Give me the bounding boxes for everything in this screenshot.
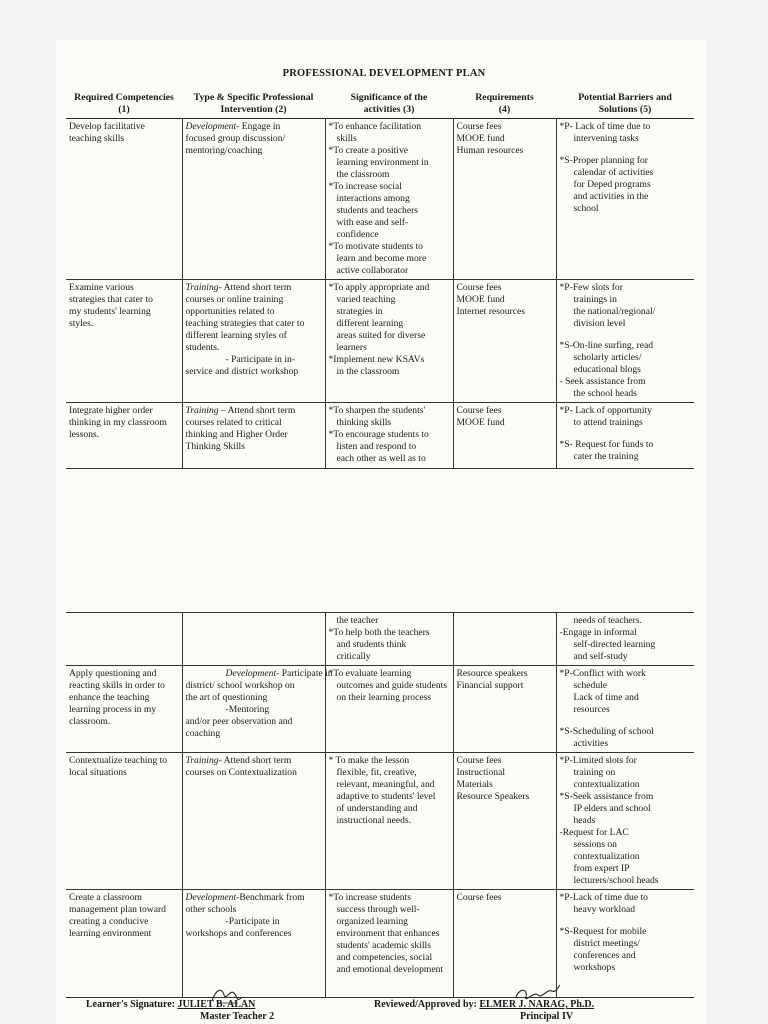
cell-line: mentoring/coaching: [185, 145, 263, 156]
cell-line: varied teaching: [336, 294, 396, 305]
cell-line: listen and respond to: [336, 441, 417, 452]
cell-line: confidence: [336, 229, 379, 240]
cell-line: -Mentoring: [225, 704, 270, 715]
table-row: [66, 890, 694, 998]
table-cell-col1: [66, 280, 182, 403]
table-cell-col2: [182, 753, 325, 890]
intervention-type: Training: [185, 405, 219, 416]
intervention-type: Development: [185, 892, 237, 903]
cell-line: students and teachers: [336, 205, 419, 216]
cell-line: Develop facilitative: [69, 121, 145, 132]
plan-body-top: [66, 119, 694, 469]
cell-line: *P-Conflict with work: [559, 668, 646, 679]
cell-line: *To encourage students to: [328, 429, 429, 440]
cell-line: district/ school workshop on: [185, 680, 295, 691]
cell-line: *S-Proper planning for: [559, 155, 648, 166]
cell-line: *To sharpen the students': [328, 405, 426, 416]
header-requirements: Requirements (4): [453, 90, 556, 119]
cell-line: self-directed learning: [573, 639, 656, 650]
cell-line: active collaborator: [336, 265, 409, 276]
table-row: [66, 666, 694, 753]
cell-line: instructional needs.: [336, 815, 412, 826]
cell-line: division level: [573, 318, 626, 329]
cell-line: *To increase students: [328, 892, 411, 903]
cell-line: service and district workshop: [185, 366, 299, 377]
cell-line: relevant, meaningful, and: [336, 779, 435, 790]
cell-line: the teacher: [336, 615, 379, 626]
cell-line: contextualization: [573, 851, 640, 862]
cell-line: Financial support: [456, 680, 524, 691]
table-cell-col5: [556, 403, 694, 469]
cell-line: workshops and conferences: [185, 928, 292, 939]
table-cell-col3: [325, 890, 453, 998]
table-header-row: [66, 90, 694, 119]
cell-line: from expert IP: [573, 863, 630, 874]
cell-line: opportunities related to: [185, 306, 275, 317]
table-row: [66, 613, 694, 666]
cell-line: interactions among: [336, 193, 410, 204]
cell-line: students.: [185, 342, 220, 353]
table-cell-col5: [556, 753, 694, 890]
table-cell-col2: [182, 280, 325, 403]
cell-line: *To apply appropriate and: [328, 282, 430, 293]
header-significance: Significance of the activities (3): [325, 90, 453, 119]
learner-signature-block: [86, 999, 255, 1010]
cell-line: and competencies, social: [336, 952, 433, 963]
table-cell-col4: [453, 753, 556, 890]
cell-line: contextualization: [573, 779, 640, 790]
cell-line: MOOE fund: [456, 133, 505, 144]
cell-line: schedule: [573, 680, 608, 691]
cell-line: management plan toward: [69, 904, 166, 915]
cell-line: *To increase social: [328, 181, 402, 192]
cell-line: Human resources: [456, 145, 524, 156]
table-cell-col4: [453, 890, 556, 998]
cell-line: workshops: [573, 962, 616, 973]
cell-line: Course fees: [456, 121, 502, 132]
table-cell-col1: [66, 753, 182, 890]
cell-line: the school heads: [573, 388, 637, 399]
line-spacer: [560, 429, 692, 439]
cell-line: training on: [573, 767, 616, 778]
cell-line: *S-Scheduling of school: [559, 726, 654, 737]
line-spacer: [560, 716, 692, 726]
cell-line: district meetings/: [573, 938, 640, 949]
reviewer-title: Principal IV: [520, 1011, 574, 1022]
table-cell-col4: [453, 613, 556, 666]
intervention-text: -Benchmark from: [236, 892, 305, 903]
table-cell-col4: [453, 119, 556, 280]
cell-line: with ease and self-: [336, 217, 409, 228]
cell-line: the art of questioning: [185, 692, 268, 703]
learner-title: Master Teacher 2: [200, 1011, 275, 1022]
cell-line: coaching: [185, 728, 221, 739]
table-row: [66, 280, 694, 403]
cell-line: styles.: [69, 318, 94, 329]
cell-line: Materials: [456, 779, 493, 790]
learner-name: JULIET B. ALAN: [177, 999, 256, 1010]
cell-line: to attend trainings: [573, 417, 643, 428]
cell-line: resources: [573, 704, 610, 715]
table-row: [66, 119, 694, 280]
header-competencies: Required Competencies (1): [66, 90, 182, 119]
cell-line: Integrate higher order: [69, 405, 153, 416]
table-cell-col3: [325, 613, 453, 666]
cell-line: and students think: [336, 639, 407, 650]
cell-line: sessions on: [573, 839, 617, 850]
intervention-type: Development: [185, 121, 237, 132]
cell-line: *S-Seek assistance from: [559, 791, 654, 802]
table-cell-col1: [66, 666, 182, 753]
cell-line: critically: [336, 651, 371, 662]
cell-line: Create a classroom: [69, 892, 142, 903]
cell-line: school: [573, 203, 599, 214]
table-cell-col4: [453, 403, 556, 469]
cell-line: MOOE fund: [456, 294, 505, 305]
cell-line: *S- Request for funds to: [559, 439, 654, 450]
intervention-text: – Attend short term: [218, 405, 296, 416]
cell-line: each other as well as to: [336, 453, 426, 464]
table-row: [66, 753, 694, 890]
cell-line: on their learning process: [336, 692, 432, 703]
table-row: [66, 403, 694, 469]
cell-line: - Seek assistance from: [559, 376, 646, 387]
header-intervention: Type & Specific Professional Intervention (2): [182, 90, 325, 119]
table-cell-col5: [556, 119, 694, 280]
cell-line: IP elders and school: [573, 803, 651, 814]
cell-line: -Participate in: [225, 916, 280, 927]
cell-line: Course fees: [456, 892, 502, 903]
table-cell-col1: [66, 890, 182, 998]
intervention-text: - Attend short term: [218, 282, 292, 293]
cell-line: environment that enhances: [336, 928, 440, 939]
plan-table-top: [66, 90, 694, 469]
cell-line: lecturers/school heads: [573, 875, 659, 886]
cell-line: in the classroom: [336, 366, 400, 377]
cell-line: Course fees: [456, 282, 502, 293]
line-spacer: [560, 330, 692, 340]
cell-line: *To motivate students to: [328, 241, 423, 252]
table-cell-col4: [453, 666, 556, 753]
table-cell-col1: [66, 119, 182, 280]
reviewer-label: Reviewed/Approved by:: [374, 999, 477, 1010]
cell-line: areas suited for diverse: [336, 330, 426, 341]
table-cell-col1: [66, 613, 182, 666]
cell-line: reacting skills in order to: [69, 680, 165, 691]
cell-line: courses or online training: [185, 294, 284, 305]
cell-line: [186, 282, 322, 294]
intervention-type: Training: [185, 282, 219, 293]
cell-line: Examine various: [69, 282, 134, 293]
cell-line: *To evaluate learning: [328, 668, 412, 679]
cell-line: educational blogs: [573, 364, 641, 375]
cell-line: Course fees: [456, 755, 502, 766]
cell-line: learning environment: [69, 928, 152, 939]
document-title: PROFESSIONAL DEVELOPMENT PLAN: [282, 68, 486, 79]
cell-line: and emotional development: [336, 964, 444, 975]
cell-line: different learning styles of: [185, 330, 287, 341]
cell-line: *S-Request for mobile: [559, 926, 647, 937]
table-cell-col3: [325, 753, 453, 890]
cell-line: Internet resources: [456, 306, 525, 317]
cell-line: the national/regional/: [573, 306, 656, 317]
cell-line: Instructional: [456, 767, 505, 778]
cell-line: enhance the teaching: [69, 692, 150, 703]
cell-line: Contextualize teaching to: [69, 755, 168, 766]
cell-line: courses on Contextualization: [185, 767, 297, 778]
cell-line: *P-Lack of time due to: [559, 892, 648, 903]
cell-line: Resource Speakers: [456, 791, 530, 802]
cell-line: * To make the lesson: [328, 755, 410, 766]
cell-line: for Deped programs: [573, 179, 651, 190]
cell-line: [186, 121, 322, 133]
cell-line: outcomes and guide students: [336, 680, 448, 691]
cell-line: teaching skills: [69, 133, 125, 144]
plan-table-bottom: [66, 612, 694, 998]
cell-line: -Engage in informal: [559, 627, 637, 638]
cell-line: creating a conducive: [69, 916, 149, 927]
cell-line: learning process in my: [69, 704, 157, 715]
cell-line: local situations: [69, 767, 127, 778]
cell-line: heads: [573, 815, 596, 826]
cell-line: learn and become more: [336, 253, 427, 264]
cell-line: - Participate in in-: [225, 354, 296, 365]
cell-line: strategies in: [336, 306, 383, 317]
table-cell-col5: [556, 280, 694, 403]
intervention-text: - Engage in: [236, 121, 281, 132]
cell-line: and/or peer observation and: [185, 716, 293, 727]
cell-line: Course fees: [456, 405, 502, 416]
cell-line: Apply questioning and: [69, 668, 157, 679]
cell-line: thinking skills: [336, 417, 392, 428]
cell-line: intervening tasks: [573, 133, 639, 144]
cell-line: trainings in: [573, 294, 617, 305]
cell-line: different learning: [336, 318, 404, 329]
cell-line: the classroom: [336, 169, 390, 180]
reviewer-signature-block: [374, 999, 594, 1010]
table-cell-col2: [182, 613, 325, 666]
cell-line: teaching strategies that cater to: [185, 318, 305, 329]
cell-line: *To help both the teachers: [328, 627, 430, 638]
intervention-type: Training: [185, 755, 219, 766]
cell-line: other schools: [185, 904, 237, 915]
cell-line: *Implement new KSAVs: [328, 354, 425, 365]
cell-line: *To enhance facilitation: [328, 121, 422, 132]
intervention-text: - Participate in: [276, 668, 333, 679]
cell-line: thinking and Higher Order: [185, 429, 288, 440]
table-cell-col2: [182, 403, 325, 469]
cell-line: calendar of activities: [573, 167, 654, 178]
cell-line: courses related to critical: [185, 417, 282, 428]
intervention-text: - Attend short term: [218, 755, 292, 766]
line-spacer: [560, 145, 692, 155]
table-cell-col3: [325, 666, 453, 753]
cell-line: *P- Lack of time due to: [559, 121, 651, 132]
table-cell-col3: [325, 119, 453, 280]
cell-line: organized learning: [336, 916, 408, 927]
cell-line: students' academic skills: [336, 940, 431, 951]
cell-line: *P-Few slots for: [559, 282, 623, 293]
cell-line: success through well-: [336, 904, 420, 915]
intervention-type: Development: [225, 668, 277, 679]
cell-line: Resource speakers: [456, 668, 528, 679]
cell-line: conferences and: [573, 950, 636, 961]
table-cell-col5: [556, 890, 694, 998]
cell-line: cater the training: [573, 451, 639, 462]
table-cell-col4: [453, 280, 556, 403]
cell-line: scholarly articles/: [573, 352, 642, 363]
cell-line: [186, 668, 333, 680]
cell-line: *P-Limited slots for: [559, 755, 637, 766]
cell-line: of understanding and: [336, 803, 418, 814]
cell-line: classroom.: [69, 716, 111, 727]
header-barriers: Potential Barriers and Solutions (5): [556, 90, 694, 119]
plan-body-bottom: [66, 613, 694, 998]
reviewer-name: ELMER J. NARAG, Ph.D.: [479, 999, 595, 1010]
cell-line: adaptive to students' level: [336, 791, 436, 802]
cell-line: and activities in the: [573, 191, 649, 202]
line-spacer: [560, 916, 692, 926]
cell-line: learners: [336, 342, 367, 353]
cell-line: skills: [336, 133, 357, 144]
cell-line: [186, 755, 322, 767]
cell-line: *S-On-line surfing, read: [559, 340, 654, 351]
cell-line: focused group discussion/: [185, 133, 286, 144]
table-cell-col3: [325, 403, 453, 469]
table-cell-col3: [325, 280, 453, 403]
cell-line: MOOE fund: [456, 417, 505, 428]
cell-line: *To create a positive: [328, 145, 409, 156]
table-cell-col2: [182, 119, 325, 280]
cell-line: [186, 892, 322, 904]
table-cell-col2: [182, 890, 325, 998]
cell-line: Lack of time and: [573, 692, 639, 703]
cell-line: strategies that cater to: [69, 294, 153, 305]
cell-line: and self-study: [573, 651, 628, 662]
cell-line: *P- Lack of opportunity: [559, 405, 652, 416]
cell-line: my students' learning: [69, 306, 151, 317]
cell-line: -Request for LAC: [559, 827, 629, 838]
table-cell-col5: [556, 613, 694, 666]
cell-line: thinking in my classroom: [69, 417, 167, 428]
table-cell-col1: [66, 403, 182, 469]
cell-line: activities: [573, 738, 609, 749]
cell-line: lessons.: [69, 429, 100, 440]
learner-signature-label: Learner's Signature:: [86, 999, 175, 1010]
cell-line: needs of teachers.: [573, 615, 642, 626]
cell-line: learning environment in: [336, 157, 429, 168]
table-cell-col2: [182, 666, 333, 753]
table-cell-col5: [556, 666, 694, 753]
cell-line: flexible, fit, creative,: [336, 767, 417, 778]
cell-line: heavy workload: [573, 904, 636, 915]
cell-line: [186, 405, 322, 417]
cell-line: Thinking Skills: [185, 441, 245, 452]
